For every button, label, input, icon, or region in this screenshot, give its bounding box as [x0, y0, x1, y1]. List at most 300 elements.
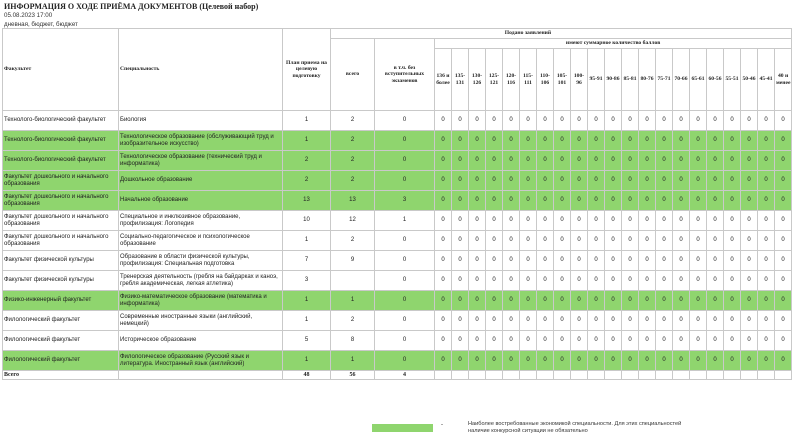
score-cell: 0: [775, 171, 792, 191]
score-cell: 0: [571, 211, 588, 231]
score-cell: 0: [758, 251, 775, 271]
total-cell: 2: [331, 171, 375, 191]
faculty-cell: Факультет дошкольного и начального образования: [3, 211, 119, 231]
score-cell: 0: [707, 211, 724, 231]
score-cell: 0: [588, 211, 605, 231]
score-cell: 0: [537, 271, 554, 291]
plan-cell: 1: [283, 111, 331, 131]
report-title: ИНФОРМАЦИЯ О ХОДЕ ПРИЁМА ДОКУМЕНТОВ (Целевой набор): [4, 2, 259, 11]
score-cell: 0: [452, 151, 469, 171]
score-range-header: 50-46: [741, 49, 758, 111]
score-cell: 0: [605, 271, 622, 291]
totals-score-cell: [486, 371, 503, 380]
score-cell: 0: [486, 251, 503, 271]
score-cell: 0: [673, 251, 690, 271]
faculty-cell: Технолого-биологический факультет: [3, 111, 119, 131]
score-cell: 0: [690, 251, 707, 271]
score-cell: 0: [639, 291, 656, 311]
score-cell: 0: [656, 311, 673, 331]
score-cell: 0: [486, 171, 503, 191]
score-cell: 0: [673, 131, 690, 151]
score-cell: 0: [741, 351, 758, 371]
score-cell: 0: [775, 351, 792, 371]
score-range-header: 105-101: [554, 49, 571, 111]
specialty-cell: Филологическое образование (Русский язык и литература. Иностранный язык (английский): [119, 351, 283, 371]
score-cell: 0: [639, 351, 656, 371]
score-cell: 0: [622, 111, 639, 131]
score-cell: 0: [554, 131, 571, 151]
score-cell: 0: [758, 171, 775, 191]
score-cell: 0: [554, 311, 571, 331]
score-cell: 0: [571, 171, 588, 191]
totals-score-cell: [588, 371, 605, 380]
score-cell: 0: [724, 271, 741, 291]
score-cell: 0: [775, 211, 792, 231]
score-cell: 0: [622, 151, 639, 171]
faculty-cell: Факультет дошкольного и начального образования: [3, 171, 119, 191]
table-row: [3, 151, 792, 171]
score-cell: 0: [503, 291, 520, 311]
score-range-header: 136 и более: [435, 49, 452, 111]
specialty-cell: Тренерская деятельность (гребля на байдарках и каноэ, гребля академическая, легкая атлетика): [119, 271, 283, 291]
score-cell: 0: [537, 231, 554, 251]
score-cell: 0: [537, 311, 554, 331]
score-cell: 0: [758, 131, 775, 151]
score-cell: 0: [605, 291, 622, 311]
score-cell: 0: [469, 151, 486, 171]
score-cell: 0: [724, 251, 741, 271]
score-cell: 0: [571, 131, 588, 151]
score-range-header: 55-51: [724, 49, 741, 111]
score-cell: 0: [707, 111, 724, 131]
score-cell: 0: [469, 191, 486, 211]
score-cell: 0: [724, 151, 741, 171]
score-cell: 0: [758, 271, 775, 291]
total-cell: 2: [331, 111, 375, 131]
score-cell: 0: [673, 231, 690, 251]
score-cell: 0: [724, 231, 741, 251]
score-cell: 0: [588, 151, 605, 171]
score-cell: 0: [673, 171, 690, 191]
score-cell: 0: [486, 131, 503, 151]
score-cell: 0: [554, 191, 571, 211]
score-cell: 0: [588, 251, 605, 271]
score-cell: 0: [707, 231, 724, 251]
score-cell: 0: [452, 171, 469, 191]
no-exams-cell: 0: [375, 271, 435, 291]
score-cell: 0: [690, 171, 707, 191]
score-cell: 0: [588, 331, 605, 351]
score-cell: 0: [775, 191, 792, 211]
score-cell: 0: [724, 111, 741, 131]
score-cell: 0: [605, 211, 622, 231]
table-row: [3, 111, 792, 131]
score-cell: 0: [673, 351, 690, 371]
specialty-cell: Специальное и инклюзивное образование, профилизация: Логопедия: [119, 211, 283, 231]
totals-empty-cell: [119, 371, 283, 380]
score-range-header: 120-116: [503, 49, 520, 111]
score-range-header: 75-71: [656, 49, 673, 111]
table-row: [3, 271, 792, 291]
score-cell: 0: [452, 111, 469, 131]
score-cell: 0: [707, 171, 724, 191]
score-cell: 0: [758, 151, 775, 171]
plan-cell: 2: [283, 151, 331, 171]
plan-cell: 10: [283, 211, 331, 231]
score-cell: 0: [503, 351, 520, 371]
score-cell: 0: [469, 111, 486, 131]
totals-score-cell: [741, 371, 758, 380]
score-cell: 0: [707, 151, 724, 171]
score-cell: 0: [622, 131, 639, 151]
score-cell: 0: [622, 271, 639, 291]
score-cell: 0: [656, 331, 673, 351]
no-exams-cell: 0: [375, 111, 435, 131]
col-plan-header: План приема на целевую подготовку: [283, 29, 331, 111]
totals-score-cell: [537, 371, 554, 380]
score-cell: 0: [741, 271, 758, 291]
score-cell: 0: [588, 271, 605, 291]
score-cell: 0: [758, 111, 775, 131]
score-cell: 0: [673, 291, 690, 311]
score-cell: 0: [622, 191, 639, 211]
score-cell: 0: [724, 291, 741, 311]
plan-cell: 1: [283, 231, 331, 251]
applications-header: Подано заявлений: [331, 29, 792, 39]
score-cell: 0: [571, 311, 588, 331]
score-cell: 0: [690, 111, 707, 131]
score-cell: 0: [758, 331, 775, 351]
score-cell: 0: [571, 231, 588, 251]
score-cell: 0: [741, 131, 758, 151]
score-range-header: 110-106: [537, 49, 554, 111]
score-cell: 0: [554, 271, 571, 291]
table-row: [3, 291, 792, 311]
plan-cell: 3: [283, 271, 331, 291]
faculty-cell: Технолого-биологический факультет: [3, 151, 119, 171]
no-exams-cell: 1: [375, 211, 435, 231]
score-cell: 0: [520, 231, 537, 251]
table-row: [3, 131, 792, 151]
score-cell: 0: [503, 231, 520, 251]
total-cell: 1: [331, 291, 375, 311]
specialty-cell: Физико-математическое образование (математика и информатика): [119, 291, 283, 311]
score-group-header: имеют суммарное количество баллов: [435, 39, 792, 49]
score-cell: 0: [741, 331, 758, 351]
score-cell: 0: [707, 291, 724, 311]
totals-score-cell: [639, 371, 656, 380]
score-cell: 0: [537, 191, 554, 211]
score-cell: 0: [588, 311, 605, 331]
score-cell: 0: [554, 291, 571, 311]
specialty-cell: Современные иностранные языки (английский, немецкий): [119, 311, 283, 331]
totals-score-cell: [673, 371, 690, 380]
totals-score-cell: [435, 371, 452, 380]
score-cell: 0: [520, 331, 537, 351]
faculty-cell: Факультет дошкольного и начального образования: [3, 231, 119, 251]
plan-cell: 1: [283, 311, 331, 331]
totals-label: Всего: [3, 371, 119, 380]
score-cell: 0: [435, 231, 452, 251]
score-cell: 0: [707, 311, 724, 331]
score-cell: 0: [452, 291, 469, 311]
specialty-cell: Дошкольное образование: [119, 171, 283, 191]
total-cell: 13: [331, 191, 375, 211]
score-cell: 0: [520, 291, 537, 311]
score-cell: 0: [554, 231, 571, 251]
score-cell: 0: [452, 351, 469, 371]
score-cell: 0: [673, 271, 690, 291]
score-cell: 0: [605, 251, 622, 271]
score-cell: 0: [435, 311, 452, 331]
total-cell: 1: [331, 351, 375, 371]
score-cell: 0: [639, 251, 656, 271]
plan-cell: 13: [283, 191, 331, 211]
score-cell: 0: [452, 231, 469, 251]
score-cell: 0: [571, 191, 588, 211]
score-cell: 0: [435, 271, 452, 291]
totals-score-cell: [775, 371, 792, 380]
score-cell: 0: [435, 211, 452, 231]
score-cell: 0: [435, 351, 452, 371]
score-cell: 0: [622, 231, 639, 251]
score-cell: 0: [554, 211, 571, 231]
score-cell: 0: [503, 131, 520, 151]
score-cell: 0: [758, 231, 775, 251]
score-cell: 0: [435, 151, 452, 171]
admission-table: [2, 28, 792, 380]
score-cell: 0: [639, 131, 656, 151]
score-cell: 0: [775, 331, 792, 351]
totals-score-cell: [758, 371, 775, 380]
score-cell: 0: [673, 111, 690, 131]
score-cell: 0: [588, 231, 605, 251]
score-cell: 0: [486, 211, 503, 231]
score-cell: 0: [741, 211, 758, 231]
score-cell: 0: [639, 151, 656, 171]
totals-score-cell: [707, 371, 724, 380]
score-cell: 0: [520, 171, 537, 191]
table-row: [3, 191, 792, 211]
table-row: [3, 171, 792, 191]
score-cell: 0: [622, 171, 639, 191]
score-cell: 0: [605, 111, 622, 131]
specialty-cell: Начальное образование: [119, 191, 283, 211]
score-cell: 0: [690, 351, 707, 371]
plan-cell: 1: [283, 131, 331, 151]
score-range-header: 95-91: [588, 49, 605, 111]
score-cell: 0: [537, 331, 554, 351]
score-cell: 0: [486, 271, 503, 291]
score-cell: 0: [639, 171, 656, 191]
score-cell: 0: [605, 311, 622, 331]
score-cell: 0: [707, 271, 724, 291]
score-cell: 0: [520, 211, 537, 231]
score-cell: 0: [435, 171, 452, 191]
totals-total: 56: [331, 371, 375, 380]
total-cell: 2: [331, 151, 375, 171]
score-cell: 0: [452, 331, 469, 351]
score-cell: 0: [673, 211, 690, 231]
score-range-header: 60-56: [707, 49, 724, 111]
score-cell: 0: [724, 171, 741, 191]
plan-cell: 5: [283, 331, 331, 351]
table-row: [3, 351, 792, 371]
table-row: [3, 311, 792, 331]
score-cell: 0: [554, 111, 571, 131]
score-cell: 0: [656, 291, 673, 311]
col-no-exams-header: в т.ч. без вступительных экзаменов: [375, 39, 435, 111]
score-cell: 0: [690, 331, 707, 351]
faculty-cell: Физико-инженерный факультет: [3, 291, 119, 311]
score-cell: 0: [758, 351, 775, 371]
score-cell: 0: [741, 311, 758, 331]
score-cell: 0: [639, 231, 656, 251]
score-cell: 0: [537, 171, 554, 191]
score-cell: 0: [486, 231, 503, 251]
score-cell: 0: [588, 131, 605, 151]
score-cell: 0: [605, 231, 622, 251]
no-exams-cell: 0: [375, 351, 435, 371]
score-cell: 0: [469, 311, 486, 331]
score-cell: 0: [656, 211, 673, 231]
score-range-header: 40 и менее: [775, 49, 792, 111]
score-range-header: 130-126: [469, 49, 486, 111]
score-cell: 0: [656, 191, 673, 211]
total-cell: 2: [331, 131, 375, 151]
score-cell: 0: [554, 251, 571, 271]
score-cell: 0: [690, 271, 707, 291]
score-cell: 0: [605, 151, 622, 171]
specialty-cell: Технологическое образование (обслуживающий труд и изобразительное искусство): [119, 131, 283, 151]
score-cell: 0: [537, 211, 554, 231]
score-cell: 0: [639, 311, 656, 331]
score-cell: 0: [452, 311, 469, 331]
score-cell: 0: [503, 171, 520, 191]
score-cell: 0: [724, 131, 741, 151]
score-cell: 0: [690, 151, 707, 171]
report-date: 05.08.2023 17:00: [4, 12, 53, 19]
table-row: [3, 251, 792, 271]
score-cell: 0: [571, 251, 588, 271]
col-specialty-header: Специальность: [119, 29, 283, 111]
score-cell: 0: [758, 211, 775, 231]
score-cell: 0: [571, 291, 588, 311]
no-exams-cell: 0: [375, 331, 435, 351]
score-cell: 0: [469, 291, 486, 311]
total-cell: 12: [331, 211, 375, 231]
specialty-cell: Биология: [119, 111, 283, 131]
score-range-header: 70-66: [673, 49, 690, 111]
score-cell: 0: [724, 191, 741, 211]
score-cell: 0: [605, 191, 622, 211]
totals-no-exams: 4: [375, 371, 435, 380]
score-cell: 0: [622, 331, 639, 351]
score-cell: 0: [758, 191, 775, 211]
totals-score-cell: [724, 371, 741, 380]
specialty-cell: Технологическое образование (технический труд и информатика): [119, 151, 283, 171]
report-mode: дневная, бюджет, бюджет: [4, 21, 78, 28]
score-cell: 0: [554, 331, 571, 351]
totals-score-cell: [690, 371, 707, 380]
score-cell: 0: [486, 351, 503, 371]
score-cell: 0: [775, 311, 792, 331]
score-cell: 0: [588, 111, 605, 131]
faculty-cell: Филологический факультет: [3, 311, 119, 331]
total-cell: 2: [331, 311, 375, 331]
score-cell: 0: [503, 191, 520, 211]
score-cell: 0: [656, 271, 673, 291]
score-cell: 0: [469, 251, 486, 271]
score-cell: 0: [486, 111, 503, 131]
score-cell: 0: [452, 271, 469, 291]
score-cell: 0: [639, 191, 656, 211]
table-row: [3, 231, 792, 251]
score-cell: 0: [639, 111, 656, 131]
total-cell: [331, 271, 375, 291]
score-cell: 0: [622, 291, 639, 311]
col-faculty-header: Факультет: [3, 29, 119, 111]
score-cell: 0: [639, 331, 656, 351]
score-cell: 0: [775, 271, 792, 291]
faculty-cell: Факультет физической культуры: [3, 271, 119, 291]
score-cell: 0: [571, 331, 588, 351]
faculty-cell: Факультет дошкольного и начального образования: [3, 191, 119, 211]
totals-score-cell: [520, 371, 537, 380]
score-cell: 0: [503, 111, 520, 131]
score-cell: 0: [605, 351, 622, 371]
score-cell: 0: [452, 211, 469, 231]
score-cell: 0: [690, 211, 707, 231]
score-cell: 0: [469, 271, 486, 291]
score-cell: 0: [537, 291, 554, 311]
score-cell: 0: [741, 291, 758, 311]
score-cell: 0: [656, 151, 673, 171]
score-cell: 0: [605, 131, 622, 151]
score-cell: 0: [656, 131, 673, 151]
score-range-header: 125-121: [486, 49, 503, 111]
score-range-header: 85-81: [622, 49, 639, 111]
score-cell: 0: [537, 251, 554, 271]
score-cell: 0: [435, 111, 452, 131]
total-cell: 9: [331, 251, 375, 271]
score-cell: 0: [673, 331, 690, 351]
score-cell: 0: [469, 351, 486, 371]
score-cell: 0: [741, 171, 758, 191]
score-cell: 0: [537, 151, 554, 171]
plan-cell: 7: [283, 251, 331, 271]
score-cell: 0: [435, 131, 452, 151]
score-cell: 0: [758, 291, 775, 311]
score-cell: 0: [690, 291, 707, 311]
score-cell: 0: [690, 231, 707, 251]
legend-dash: -: [441, 422, 443, 428]
score-cell: 0: [503, 271, 520, 291]
score-cell: 0: [503, 151, 520, 171]
totals-score-cell: [571, 371, 588, 380]
score-cell: 0: [520, 271, 537, 291]
score-cell: 0: [503, 331, 520, 351]
score-cell: 0: [469, 331, 486, 351]
score-cell: 0: [520, 251, 537, 271]
table-row: [3, 331, 792, 351]
totals-score-cell: [656, 371, 673, 380]
score-cell: 0: [622, 311, 639, 331]
no-exams-cell: 0: [375, 231, 435, 251]
score-cell: 0: [537, 131, 554, 151]
score-cell: 0: [452, 131, 469, 151]
score-cell: 0: [741, 251, 758, 271]
